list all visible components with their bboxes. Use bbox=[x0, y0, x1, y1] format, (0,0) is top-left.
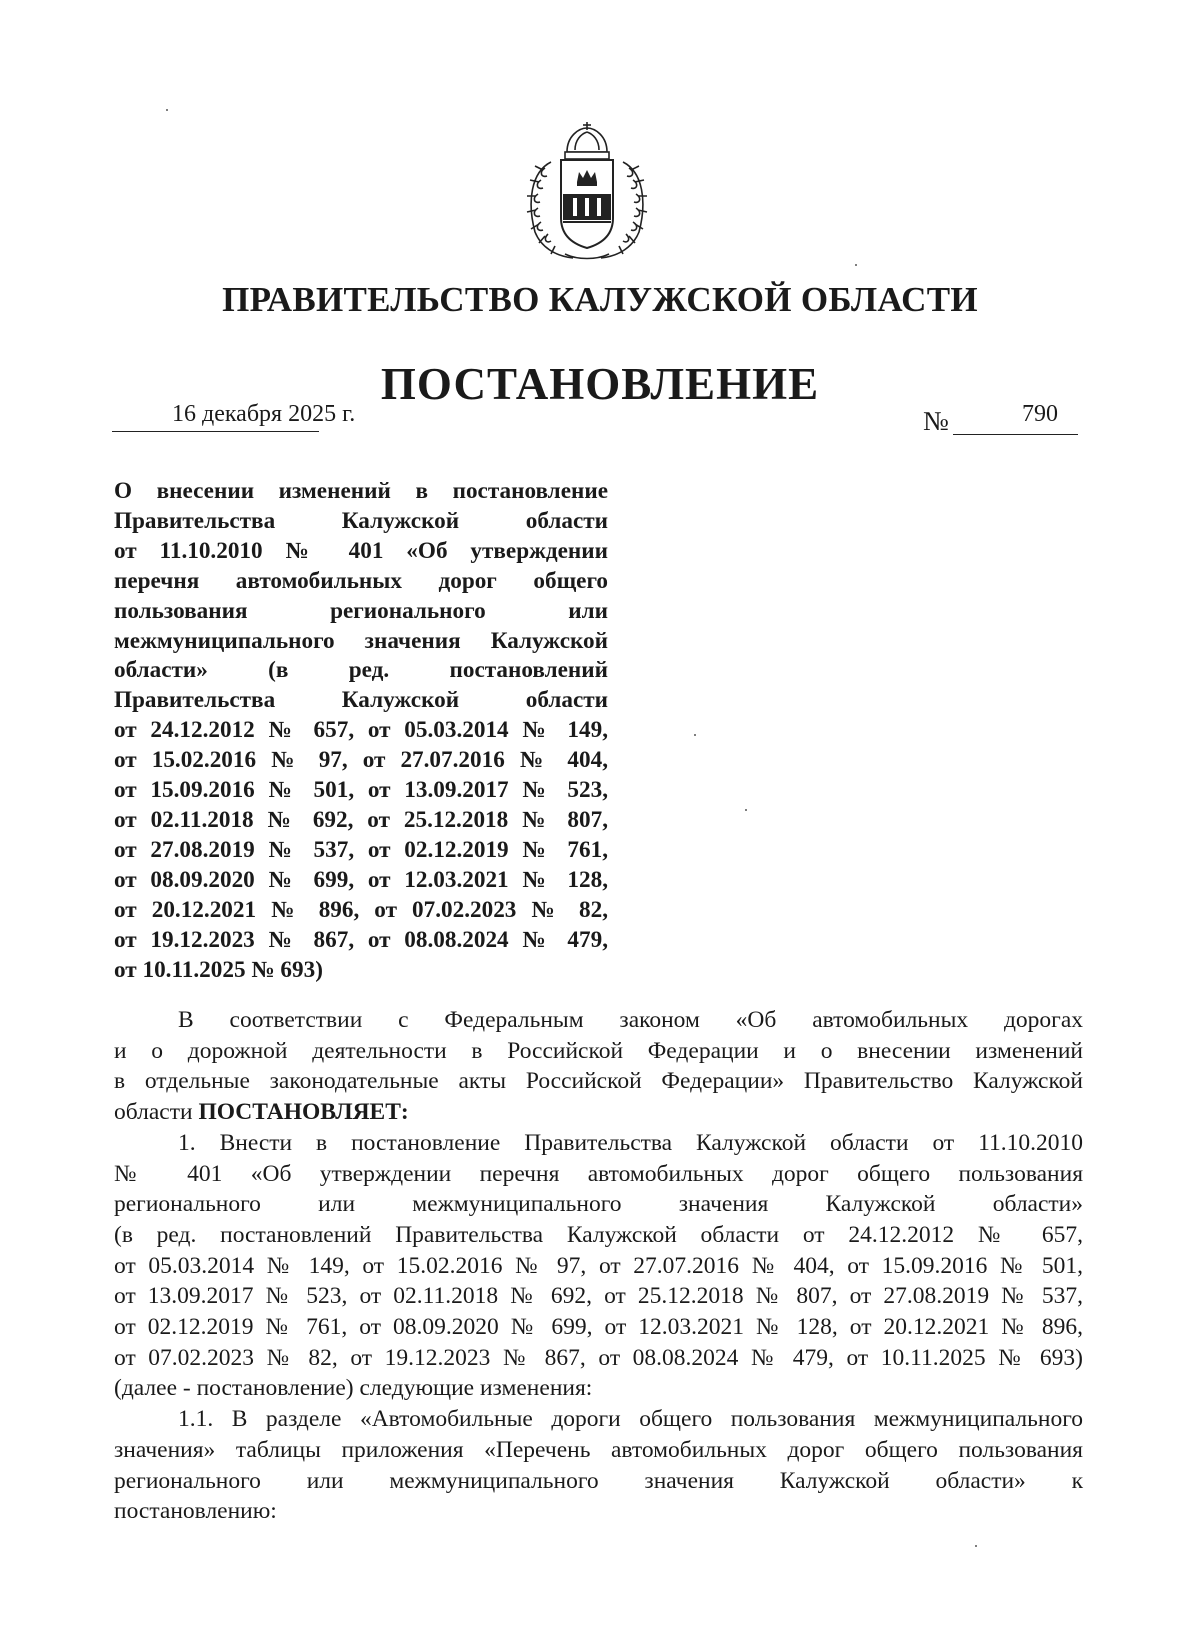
scan-speck bbox=[694, 734, 696, 736]
scan-speck bbox=[855, 264, 857, 266]
subject-line: от 15.02.2016 № 97, от 27.07.2016 № 404, bbox=[114, 747, 608, 774]
subject-line: от 24.12.2012 № 657, от 05.03.2014 № 149, bbox=[114, 717, 608, 744]
subject-line: от 08.09.2020 № 699, от 12.03.2021 № 128, bbox=[114, 866, 608, 893]
body-line: от 07.02.2023 № 82, от 19.12.2023 № 867, от 08.08.2024 № 479, от 10.11.2025 № 693) bbox=[114, 1344, 1083, 1371]
document-body bbox=[114, 1005, 1083, 1527]
body-line: постановлению: bbox=[114, 1498, 277, 1525]
body-line: В соответствии с Федеральным законом «Об автомобильных дорогах bbox=[178, 1007, 1083, 1033]
subject-line: пользования регионального или bbox=[114, 597, 608, 624]
subject-line: области» (в ред. постановлений bbox=[114, 657, 608, 684]
document-date: 16 декабря 2025 г. bbox=[172, 401, 356, 427]
scan-speck bbox=[166, 109, 168, 111]
body-line: и о дорожной деятельности в Российской Федерации и о внесении изменений bbox=[114, 1037, 1083, 1064]
subject-line: от 15.09.2016 № 501, от 13.09.2017 № 523, bbox=[114, 777, 608, 804]
coat-of-arms-emblem bbox=[521, 122, 653, 262]
subject-line: Правительства Калужской области bbox=[114, 687, 608, 714]
body-line: регионального или межмуниципального значения Калужской области» bbox=[114, 1191, 1083, 1218]
number-sign: № bbox=[923, 406, 949, 436]
body-line: значения» таблицы приложения «Перечень автомобильных дорог общего пользования bbox=[114, 1436, 1083, 1463]
body-line: (в ред. постановлений Правительства Калужской области от 24.12.2012 № 657, bbox=[114, 1221, 1083, 1248]
subject-line: перечня автомобильных дорог общего bbox=[114, 567, 608, 594]
document-type-title: ПОСТАНОВЛЕНИЕ bbox=[380, 359, 820, 409]
body-line: регионального или межмуниципального значения Калужской области» к bbox=[114, 1467, 1083, 1494]
subject-line: от 02.11.2018 № 692, от 25.12.2018 № 807, bbox=[114, 806, 608, 833]
body-line: в отдельные законодательные акты Российской Федерации» Правительство Калужской bbox=[114, 1068, 1083, 1095]
government-name: ПРАВИТЕЛЬСТВО КАЛУЖСКОЙ ОБЛАСТИ bbox=[222, 280, 978, 319]
body-line: от 05.03.2014 № 149, от 15.02.2016 № 97, от 27.07.2016 № 404, от 15.09.2016 № 501, bbox=[114, 1252, 1083, 1279]
scan-speck bbox=[745, 809, 747, 811]
subject-line: от 27.08.2019 № 537, от 02.12.2019 № 761, bbox=[114, 836, 608, 863]
subject-line: от 19.12.2023 № 867, от 08.08.2024 № 479, bbox=[114, 926, 608, 953]
body-line: (далее - постановление) следующие изменения: bbox=[114, 1375, 593, 1402]
scan-speck bbox=[975, 1545, 977, 1547]
body-line: 1. Внести в постановление Правительства Калужской области от 11.10.2010 bbox=[178, 1129, 1083, 1156]
subject-line: межмуниципального значения Калужской bbox=[114, 627, 608, 654]
document-subject bbox=[114, 477, 608, 985]
document-number: 790 bbox=[1022, 401, 1058, 427]
number-underline bbox=[953, 434, 1078, 435]
body-line: 1.1. В разделе «Автомобильные дороги общего пользования межмуниципального bbox=[178, 1406, 1083, 1433]
subject-line: от 20.12.2021 № 896, от 07.02.2023 № 82, bbox=[114, 896, 608, 923]
subject-line: от 11.10.2010 № 401 «Об утверждении bbox=[114, 537, 608, 564]
date-underline bbox=[112, 431, 319, 432]
subject-line: О внесении изменений в постановление bbox=[114, 478, 608, 504]
body-line: № 401 «Об утверждении перечня автомобильных дорог общего пользования bbox=[114, 1160, 1083, 1187]
body-line-resolution bbox=[114, 1097, 1083, 1128]
body-line: от 02.12.2019 № 761, от 08.09.2020 № 699, от 12.03.2021 № 128, от 20.12.2021 № 896, bbox=[114, 1314, 1083, 1341]
subject-line: от 10.11.2025 № 693) bbox=[114, 956, 323, 983]
resolves-keyword: ПОСТАНОВЛЯЕТ: bbox=[198, 1099, 409, 1126]
subject-line: Правительства Калужской области bbox=[114, 507, 608, 534]
body-line: от 13.09.2017 № 523, от 02.11.2018 № 692, от 25.12.2018 № 807, от 27.08.2019 № 537, bbox=[114, 1283, 1083, 1310]
body-word: области bbox=[114, 1099, 193, 1126]
